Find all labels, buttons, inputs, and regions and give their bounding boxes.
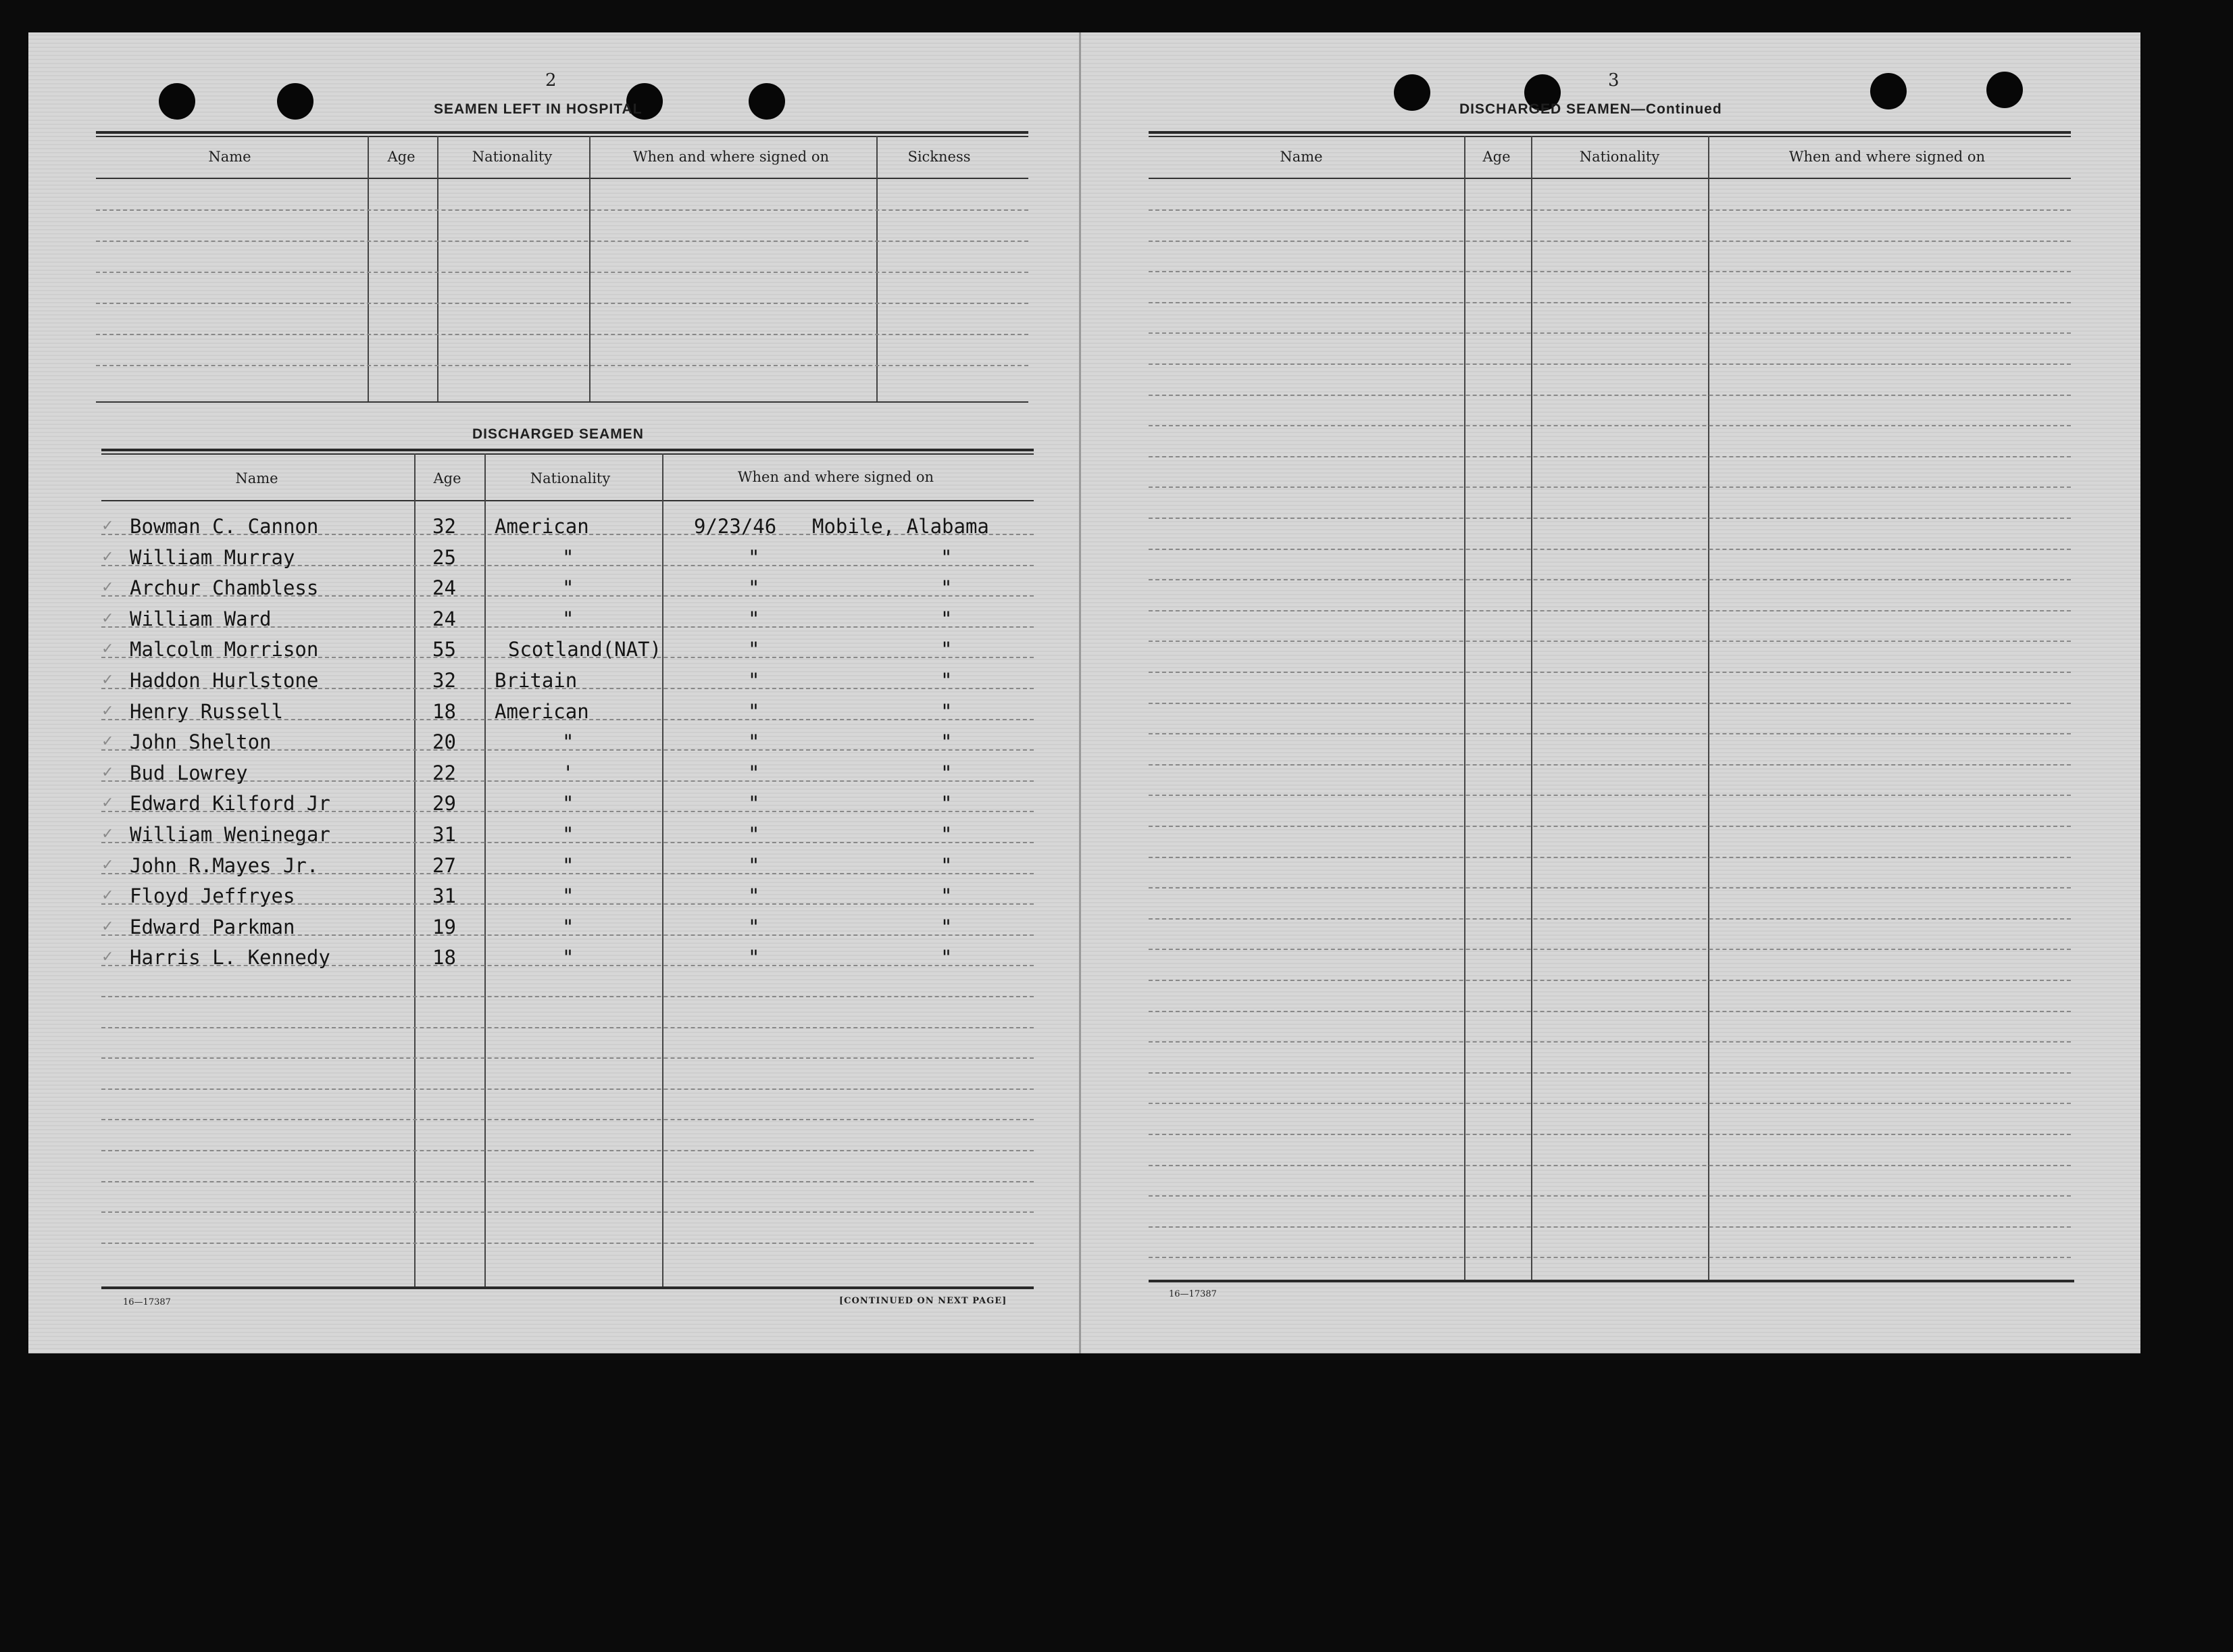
seaman-age: 32 xyxy=(432,515,456,538)
signed-on-place: " xyxy=(940,669,953,692)
ruled-line xyxy=(1149,209,2071,211)
signed-on-date: " xyxy=(748,730,760,754)
column-divider xyxy=(1464,136,1465,1281)
seaman-nationality: ' xyxy=(562,761,574,784)
ruled-line xyxy=(1149,579,2071,580)
signed-on-date: " xyxy=(748,669,760,692)
ruled-line xyxy=(1149,949,2071,950)
seaman-name: William Ward xyxy=(130,607,272,630)
column-divider xyxy=(1708,136,1709,1281)
seaman-nationality: " xyxy=(562,576,574,600)
ruled-line xyxy=(1149,271,2071,272)
hospital-col-sickness: Sickness xyxy=(907,149,971,165)
ruled-line xyxy=(1149,425,2071,426)
ruled-line xyxy=(1149,486,2071,488)
ruled-line xyxy=(1149,1103,2071,1104)
ruled-line xyxy=(1149,332,2071,334)
ruled-line xyxy=(1149,1195,2071,1197)
seaman-nationality: " xyxy=(562,915,574,938)
ruled-line xyxy=(1149,764,2071,766)
seaman-nationality: Britain xyxy=(495,669,578,692)
signed-on-date: " xyxy=(748,915,760,938)
signed-on-place: " xyxy=(940,699,953,723)
hospital-col-nationality: Nationality xyxy=(472,149,553,165)
signed-on-date: " xyxy=(748,545,760,569)
signed-on-place: " xyxy=(940,915,953,938)
check-mark-icon: ✓ xyxy=(101,795,114,812)
signed-on-place: " xyxy=(940,946,953,970)
table-rule xyxy=(1149,136,2071,137)
check-mark-icon: ✓ xyxy=(101,887,114,905)
seaman-nationality: " xyxy=(562,853,574,877)
seaman-name: Edward Parkman xyxy=(130,915,295,938)
right-col-age: Age xyxy=(1482,149,1511,165)
check-mark-icon: ✓ xyxy=(101,764,114,781)
right-page xyxy=(1079,32,2140,1353)
signed-on-date: " xyxy=(748,576,760,600)
signed-on-date: " xyxy=(748,699,760,723)
discharged-col-name: Name xyxy=(235,470,278,486)
seaman-age: 24 xyxy=(432,576,456,600)
seaman-name: Bowman C. Cannon xyxy=(130,515,319,538)
ruled-line xyxy=(1149,456,2071,457)
seaman-name: John Shelton xyxy=(130,730,272,754)
seaman-age: 31 xyxy=(432,823,456,846)
seaman-name: Henry Russell xyxy=(130,699,283,723)
ruled-line xyxy=(1149,549,2071,550)
signed-on-place: " xyxy=(940,884,953,908)
signed-on-place: " xyxy=(940,545,953,569)
hospital-section-title: SEAMEN LEFT IN HOSPITAL xyxy=(434,101,643,117)
hospital-col-signed-on: When and where signed on xyxy=(632,149,830,165)
seaman-nationality: Scotland(NAT) xyxy=(508,638,661,661)
check-mark-icon: ✓ xyxy=(101,918,114,935)
check-mark-icon: ✓ xyxy=(101,949,114,966)
signed-on-date: " xyxy=(748,884,760,908)
right-col-nationality: Nationality xyxy=(1579,149,1660,165)
ruled-line xyxy=(1149,1072,2071,1074)
check-mark-icon: ✓ xyxy=(101,641,114,658)
signed-on-place: " xyxy=(940,730,953,754)
ruled-line xyxy=(1149,918,2071,920)
check-mark-icon: ✓ xyxy=(101,548,114,566)
seaman-name: Haddon Hurlstone xyxy=(130,669,319,692)
discharged-section-title: DISCHARGED SEAMEN xyxy=(472,426,644,442)
signed-on-date: " xyxy=(748,823,760,846)
discharged-entries xyxy=(28,32,1079,1353)
seaman-age: 22 xyxy=(432,761,456,784)
signed-on-place: " xyxy=(940,607,953,630)
page-number: 2 xyxy=(545,70,557,91)
ruled-line xyxy=(1149,518,2071,519)
table-rule xyxy=(1149,131,2071,134)
signed-on-place: " xyxy=(940,761,953,784)
seaman-nationality: " xyxy=(562,792,574,816)
seaman-age: 31 xyxy=(432,884,456,908)
seaman-age: 29 xyxy=(432,792,456,816)
seaman-name: Floyd Jeffryes xyxy=(130,884,295,908)
ruled-line xyxy=(1149,1041,2071,1043)
ruled-line xyxy=(1149,302,2071,303)
seaman-name: John R.Mayes Jr. xyxy=(130,853,319,877)
continued-note: [CONTINUED ON NEXT PAGE] xyxy=(839,1296,1007,1306)
signed-on-date: " xyxy=(748,607,760,630)
ruled-line xyxy=(1149,1134,2071,1135)
signed-on-date: " xyxy=(748,792,760,816)
seaman-nationality: American xyxy=(495,699,589,723)
check-mark-icon: ✓ xyxy=(101,733,114,751)
ruled-line xyxy=(1149,703,2071,704)
discharged-col-signed-on: When and where signed on xyxy=(737,469,934,485)
check-mark-icon: ✓ xyxy=(101,826,114,843)
ruled-line xyxy=(1149,1226,2071,1228)
signed-on-place: " xyxy=(940,853,953,877)
right-col-signed-on: When and where signed on xyxy=(1788,149,1986,165)
seaman-age: 19 xyxy=(432,915,456,938)
binder-hole-icon xyxy=(1870,73,1907,109)
seaman-age: 55 xyxy=(432,638,456,661)
left-page xyxy=(28,32,1079,1353)
ruled-line xyxy=(1149,733,2071,734)
table-rule xyxy=(101,1286,1034,1289)
seaman-name: Archur Chambless xyxy=(130,576,319,600)
ruled-line xyxy=(1149,980,2071,981)
form-number: 16—17387 xyxy=(1169,1289,1217,1299)
signed-on-date: 9/23/46 xyxy=(694,515,777,538)
ruled-line xyxy=(1149,857,2071,858)
signed-on-place: " xyxy=(940,576,953,600)
signed-on-date: " xyxy=(748,946,760,970)
seaman-name: Bud Lowrey xyxy=(130,761,248,784)
signed-on-place: Mobile, Alabama xyxy=(812,515,989,538)
binder-hole-icon xyxy=(1986,72,2023,108)
ruled-line xyxy=(1149,672,2071,673)
ruled-line xyxy=(1149,1165,2071,1166)
table-rule xyxy=(1149,178,2071,179)
seaman-nationality: " xyxy=(562,730,574,754)
ruled-line xyxy=(1149,1011,2071,1012)
seaman-name: William Weninegar xyxy=(130,823,330,846)
seaman-age: 24 xyxy=(432,607,456,630)
signed-on-date: " xyxy=(748,853,760,877)
seaman-name: Malcolm Morrison xyxy=(130,638,319,661)
seaman-age: 27 xyxy=(432,853,456,877)
ruled-line xyxy=(1149,641,2071,642)
table-rule xyxy=(1149,1280,2074,1282)
check-mark-icon: ✓ xyxy=(101,579,114,597)
right-col-name: Name xyxy=(1280,149,1323,165)
form-number: 16—17387 xyxy=(123,1297,171,1307)
signed-on-place: " xyxy=(940,638,953,661)
seaman-nationality: " xyxy=(562,607,574,630)
ruled-line xyxy=(1149,1257,2071,1258)
right-section-title: DISCHARGED SEAMEN—Continued xyxy=(1459,101,1722,117)
ruled-line xyxy=(1149,364,2071,365)
signed-on-place: " xyxy=(940,823,953,846)
ruled-line xyxy=(1149,795,2071,796)
seaman-nationality: " xyxy=(562,884,574,908)
hospital-col-age: Age xyxy=(387,149,416,165)
seaman-age: 32 xyxy=(432,669,456,692)
seaman-nationality: " xyxy=(562,946,574,970)
ruled-line xyxy=(1149,241,2071,242)
seaman-nationality: " xyxy=(562,823,574,846)
seaman-nationality: " xyxy=(562,545,574,569)
seaman-age: 18 xyxy=(432,699,456,723)
check-mark-icon: ✓ xyxy=(101,672,114,689)
page-number: 3 xyxy=(1608,70,1620,91)
ruled-line xyxy=(1149,395,2071,396)
check-mark-icon: ✓ xyxy=(101,518,114,534)
seaman-age: 18 xyxy=(432,946,456,970)
signed-on-place: " xyxy=(940,792,953,816)
signed-on-date: " xyxy=(748,638,760,661)
ruled-line xyxy=(1149,826,2071,827)
check-mark-icon: ✓ xyxy=(101,856,114,874)
seaman-age: 20 xyxy=(432,730,456,754)
discharged-col-age: Age xyxy=(433,470,461,486)
seaman-name: William Murray xyxy=(130,545,295,569)
binder-hole-icon xyxy=(1394,74,1430,111)
ruled-line xyxy=(1149,610,2071,611)
seaman-name: Edward Kilford Jr xyxy=(130,792,330,816)
seaman-age: 25 xyxy=(432,545,456,569)
check-mark-icon: ✓ xyxy=(101,609,114,627)
hospital-col-name: Name xyxy=(208,149,251,165)
column-divider xyxy=(1531,136,1532,1281)
discharged-col-nationality: Nationality xyxy=(530,470,611,486)
ruled-line xyxy=(1149,887,2071,888)
check-mark-icon: ✓ xyxy=(101,702,114,720)
seaman-name: Harris L. Kennedy xyxy=(130,946,330,970)
signed-on-date: " xyxy=(748,761,760,784)
seaman-nationality: American xyxy=(495,515,589,538)
